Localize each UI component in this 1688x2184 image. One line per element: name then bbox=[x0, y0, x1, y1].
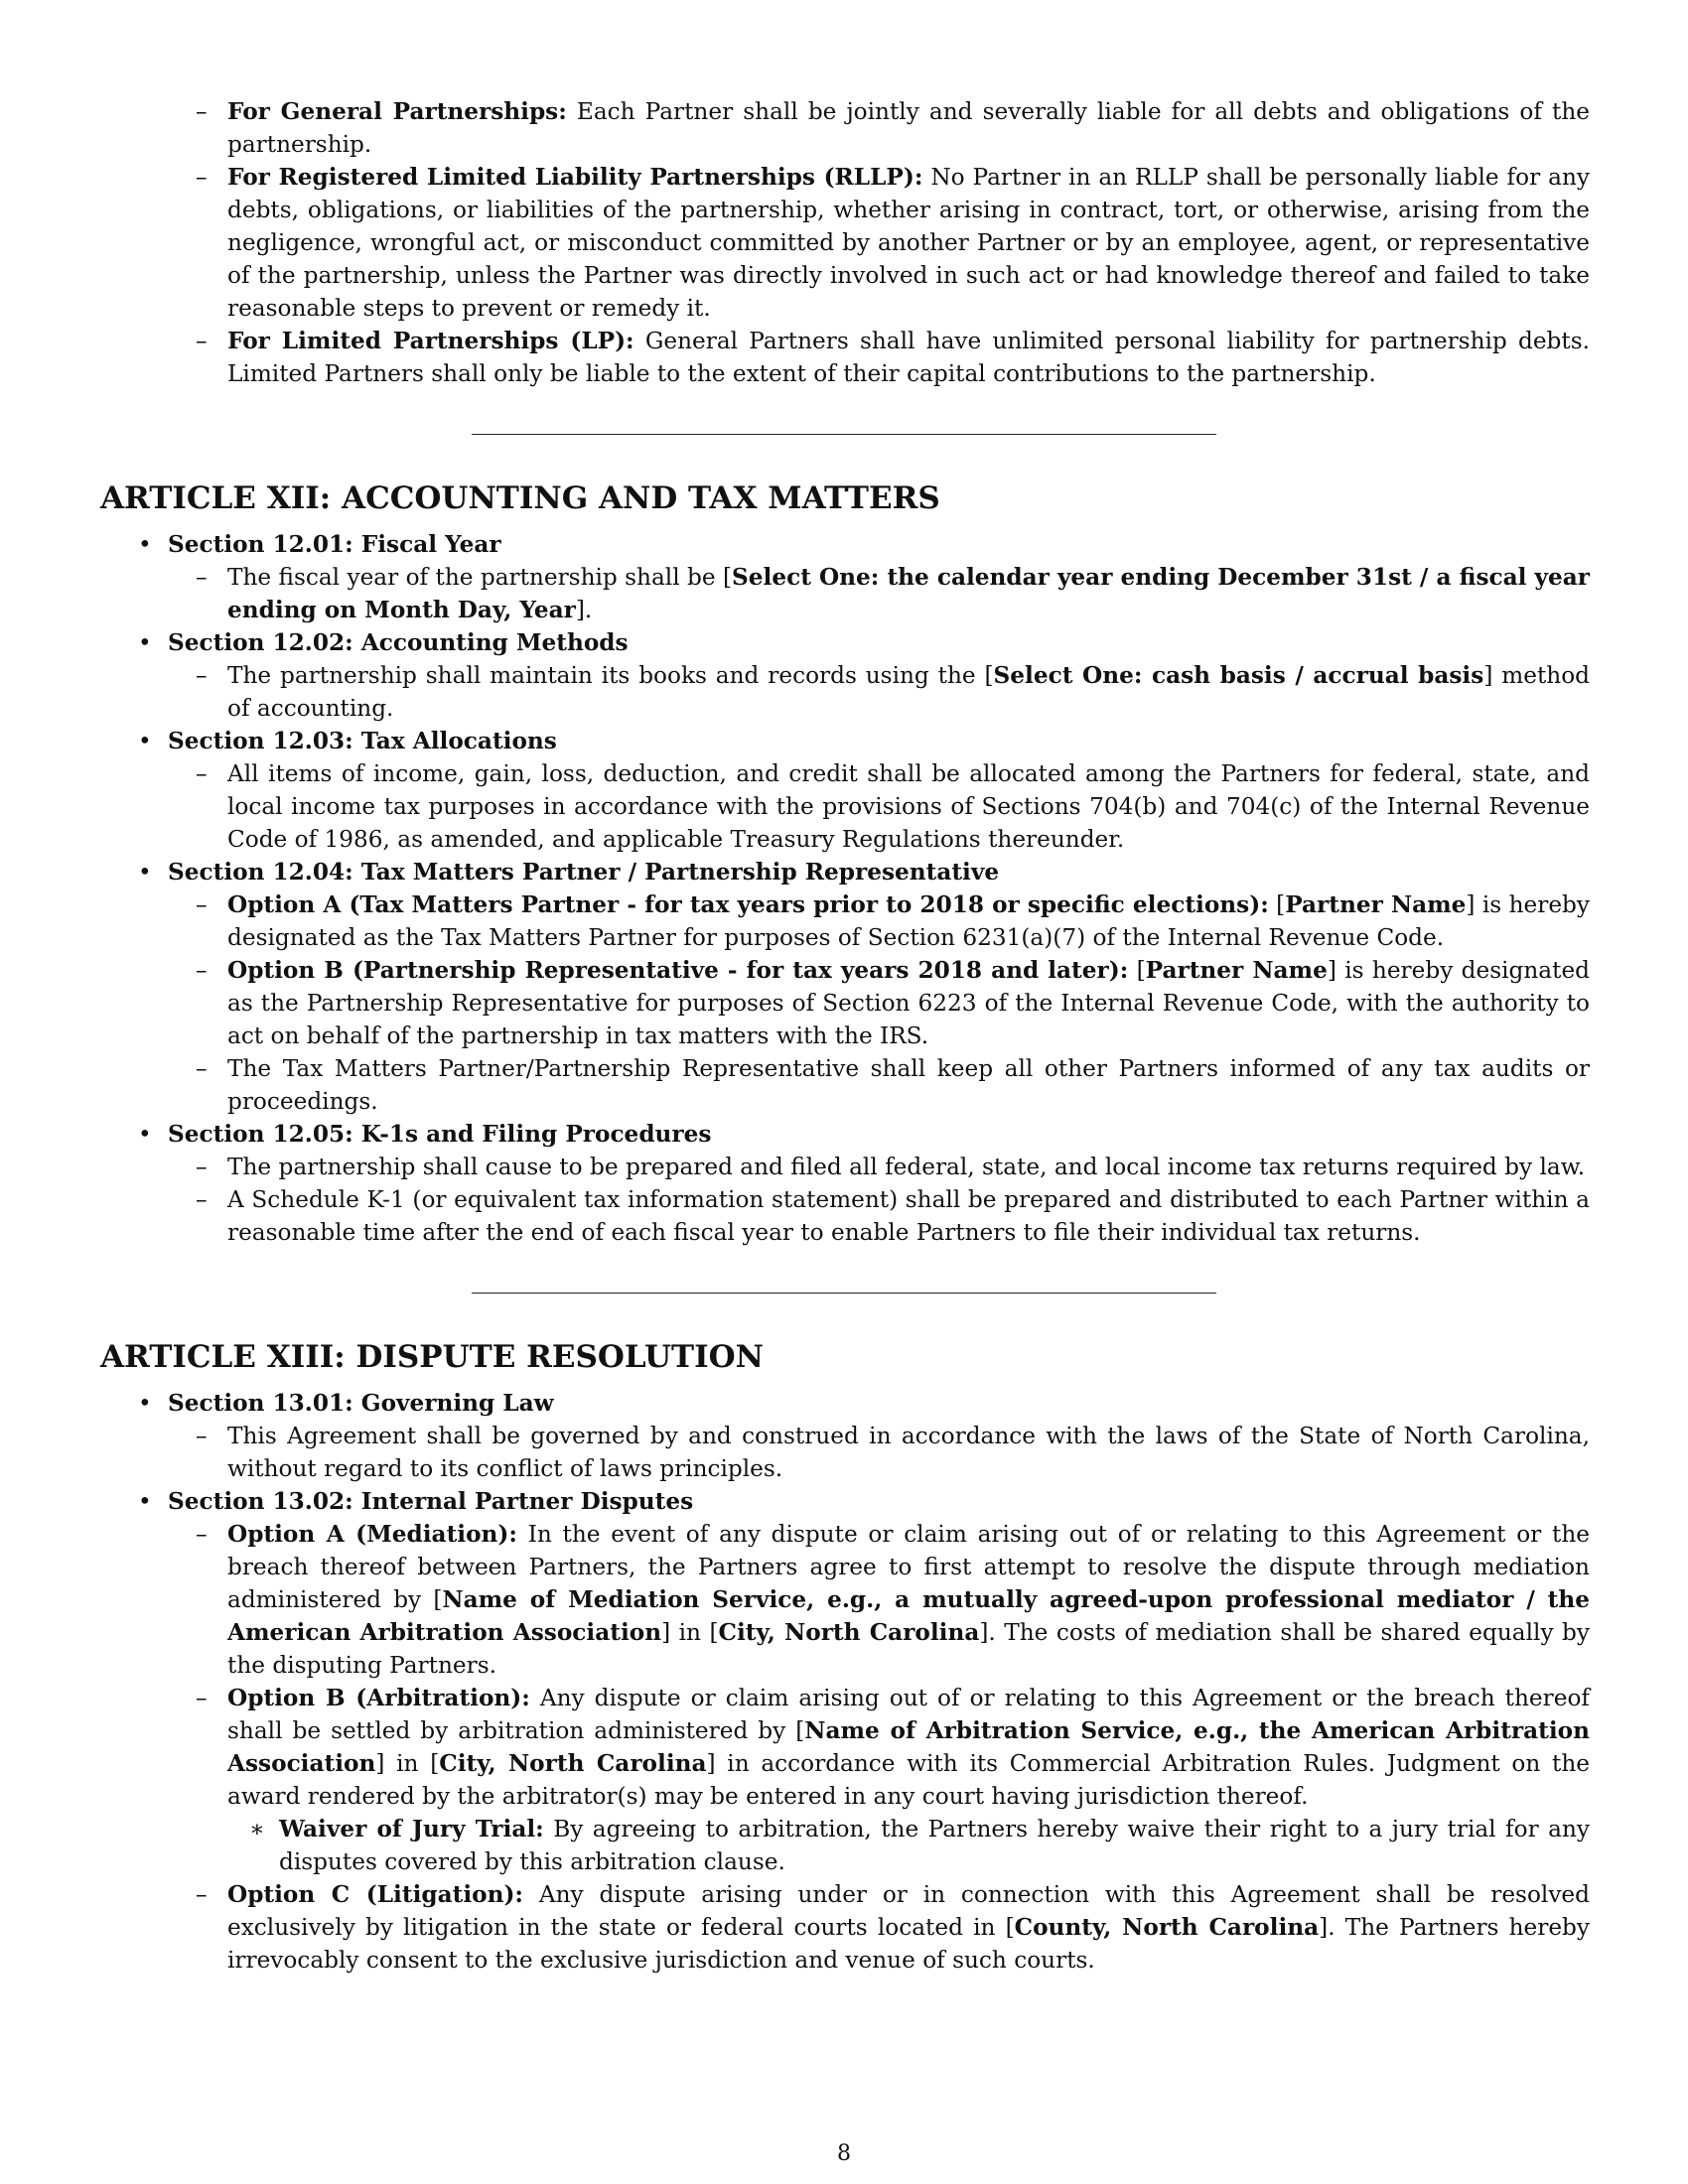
section-12-02 bbox=[168, 626, 1590, 725]
list-item: – The Tax Matters Partner/Partnership Representative shall keep all other Partners informed of any tax audits or proceedings. bbox=[227, 1052, 1590, 1118]
section-items bbox=[168, 1518, 1590, 1977]
list-item bbox=[227, 161, 1590, 325]
liability-list bbox=[100, 95, 1590, 390]
section-title: Section 12.02: Accounting Methods bbox=[168, 629, 629, 656]
section-items bbox=[168, 888, 1590, 1118]
option-arbitration bbox=[227, 1682, 1590, 1878]
list-item: – The partnership shall cause to be prepared and filed all federal, state, and local income tax returns required by law. bbox=[227, 1151, 1590, 1183]
item-text: Any dispute arising under or in connection with this Agreement shall be resolved exclusively by litigation in the state or federal courts located in [ bbox=[227, 1881, 1590, 1941]
page-content bbox=[100, 95, 1590, 1977]
section-12-05 bbox=[168, 1118, 1590, 1249]
option-litigation bbox=[227, 1878, 1590, 1977]
placeholder-text: Partner Name bbox=[1145, 957, 1328, 984]
item-text: The partnership shall maintain its books and records using the [ bbox=[227, 662, 994, 689]
section-title: Section 13.02: Internal Partner Disputes bbox=[168, 1488, 694, 1515]
item-text: ] in [ bbox=[661, 1619, 719, 1646]
section-divider bbox=[472, 434, 1216, 435]
section-12-03 bbox=[168, 725, 1590, 856]
item-text: Any dispute or claim arising out of or relating to this Agreement or the breach thereof shall be settled by arbitration administered by [ bbox=[227, 1685, 1590, 1744]
item-text: [ bbox=[1128, 957, 1146, 984]
section-title: Section 12.04: Tax Matters Partner / Partnership Representative bbox=[168, 859, 1000, 886]
section-items bbox=[168, 1420, 1590, 1485]
list-item bbox=[227, 659, 1590, 725]
item-text: ]. The costs of mediation shall be shared equally by the disputing Partners. bbox=[227, 1619, 1590, 1679]
placeholder-text: City, North Carolina bbox=[439, 1750, 707, 1777]
page-number: 8 bbox=[837, 2141, 851, 2166]
section-title: Section 13.01: Governing Law bbox=[168, 1390, 554, 1417]
item-heading: For Registered Limited Liability Partnerships (RLLP): bbox=[227, 164, 923, 191]
item-text: ] in accordance with its Commercial Arbitration Rules. Judgment on the award rendered by the arbitrator(s) may be entered in any court having jurisdiction thereof. bbox=[227, 1750, 1591, 1810]
placeholder-text: Select One: cash basis / accrual basis bbox=[993, 662, 1484, 689]
article-xii-heading: ARTICLE XII: ACCOUNTING AND TAX MATTERS bbox=[100, 480, 940, 516]
item-text: ] in [ bbox=[375, 1750, 440, 1777]
section-items bbox=[168, 659, 1590, 725]
list-item bbox=[227, 325, 1590, 390]
option-mediation bbox=[227, 1518, 1590, 1682]
placeholder-text: Name of Mediation Service, e.g., a mutually agreed-upon professional mediator / the American Arbitration Association bbox=[227, 1586, 1590, 1646]
list-item: – This Agreement shall be governed by and construed in accordance with the laws of the State of North Carolina, without regard to its conflict of laws principles. bbox=[227, 1420, 1590, 1485]
article-xiii-sections bbox=[100, 1387, 1590, 1977]
option-heading: Waiver of Jury Trial: bbox=[279, 1816, 544, 1843]
option-heading: Option A (Tax Matters Partner - for tax years prior to 2018 or specific elections): bbox=[227, 891, 1269, 918]
section-divider bbox=[472, 1293, 1216, 1294]
list-item bbox=[227, 954, 1590, 1052]
section-title: Section 12.05: K-1s and Filing Procedures bbox=[168, 1121, 712, 1148]
item-heading: For Limited Partnerships (LP): bbox=[227, 328, 634, 354]
section-items bbox=[168, 561, 1590, 626]
article-xiii-heading: ARTICLE XIII: DISPUTE RESOLUTION bbox=[100, 1339, 764, 1375]
item-heading: For General Partnerships: bbox=[227, 98, 567, 125]
item-text: The fiscal year of the partnership shall be [ bbox=[227, 564, 733, 591]
item-text: No Partner in an RLLP shall be personally liable for any debts, obligations, or liabilities of the partnership, whether arising in contract, tort, or otherwise, arising from the negligence, wrongful act, or misconduct committed by another Partner or by an employee, agent, or representative of the partnership, unless the Partner was directly involved in such act or had knowledge thereof and failed to take reasonable steps to prevent or remedy it. bbox=[227, 164, 1590, 322]
item-text: ] method of accounting. bbox=[227, 662, 1591, 722]
waiver-of-jury-trial bbox=[279, 1813, 1590, 1878]
list-item bbox=[227, 561, 1590, 626]
placeholder-text: Name of Arbitration Service, e.g., the American Arbitration Association bbox=[227, 1717, 1590, 1777]
option-heading: Option C (Litigation): bbox=[227, 1881, 523, 1908]
section-12-04 bbox=[168, 856, 1590, 1118]
item-text: ]. bbox=[575, 597, 593, 623]
item-text: Each Partner shall be jointly and severally liable for all debts and obligations of the partnership. bbox=[227, 98, 1590, 158]
placeholder-text: Select One: the calendar year ending December 31st / a fiscal year ending on Month Day, Year bbox=[227, 564, 1590, 623]
list-item bbox=[227, 888, 1590, 954]
option-heading: Option B (Arbitration): bbox=[227, 1685, 530, 1711]
list-item: – A Schedule K-1 (or equivalent tax information statement) shall be prepared and distributed to each Partner within a reasonable time after the end of each fiscal year to enable Partners to file their individual tax returns. bbox=[227, 1183, 1590, 1249]
item-text: [ bbox=[1268, 891, 1286, 918]
list-item bbox=[227, 95, 1590, 161]
section-title: Section 12.01: Fiscal Year bbox=[168, 531, 501, 558]
article-xii-sections bbox=[100, 528, 1590, 1249]
item-text: ] is hereby designated as the Partnership Representative for purposes of Section 6223 of the Internal Revenue Code, with the authority to act on behalf of the partnership in tax matters with the IRS. bbox=[227, 957, 1591, 1049]
item-text: ] is hereby designated as the Tax Matters Partner for purposes of Section 6231(a)(7) of the Internal Revenue Code. bbox=[227, 891, 1590, 951]
placeholder-text: Partner Name bbox=[1285, 891, 1467, 918]
item-text: By agreeing to arbitration, the Partners hereby waive their right to a jury trial for any disputes covered by this arbitration clause. bbox=[279, 1816, 1590, 1875]
section-13-01 bbox=[168, 1387, 1590, 1485]
option-heading: Option B (Partnership Representative - for tax years 2018 and later): bbox=[227, 957, 1129, 984]
section-13-02 bbox=[168, 1485, 1590, 1977]
section-title: Section 12.03: Tax Allocations bbox=[168, 728, 557, 754]
option-heading: Option A (Mediation): bbox=[227, 1521, 517, 1548]
section-12-01 bbox=[168, 528, 1590, 626]
item-text: General Partners shall have unlimited personal liability for partnership debts. Limited Partners shall only be liable to the extent of their capital contributions to the partnership. bbox=[227, 328, 1590, 387]
item-text: In the event of any dispute or claim arising out of or relating to this Agreement or the breach thereof between Partners, the Partners agree to first attempt to resolve the dispute through mediation administered by [ bbox=[227, 1521, 1590, 1613]
placeholder-text: City, North Carolina bbox=[718, 1619, 980, 1646]
section-items bbox=[168, 1151, 1590, 1249]
list-item: – All items of income, gain, loss, deduction, and credit shall be allocated among the Partners for federal, state, and local income tax purposes in accordance with the provisions of Sections 704(b) and 704(c) of the Internal Revenue Code of 1986, as amended, and applicable Treasury Regulations thereunder. bbox=[227, 757, 1590, 856]
placeholder-text: County, North Carolina bbox=[1014, 1914, 1320, 1941]
arbitration-subitems bbox=[227, 1813, 1590, 1878]
section-items bbox=[168, 757, 1590, 856]
item-text: ]. The Partners hereby irrevocably consent to the exclusive jurisdiction and venue of such courts. bbox=[227, 1914, 1591, 1974]
